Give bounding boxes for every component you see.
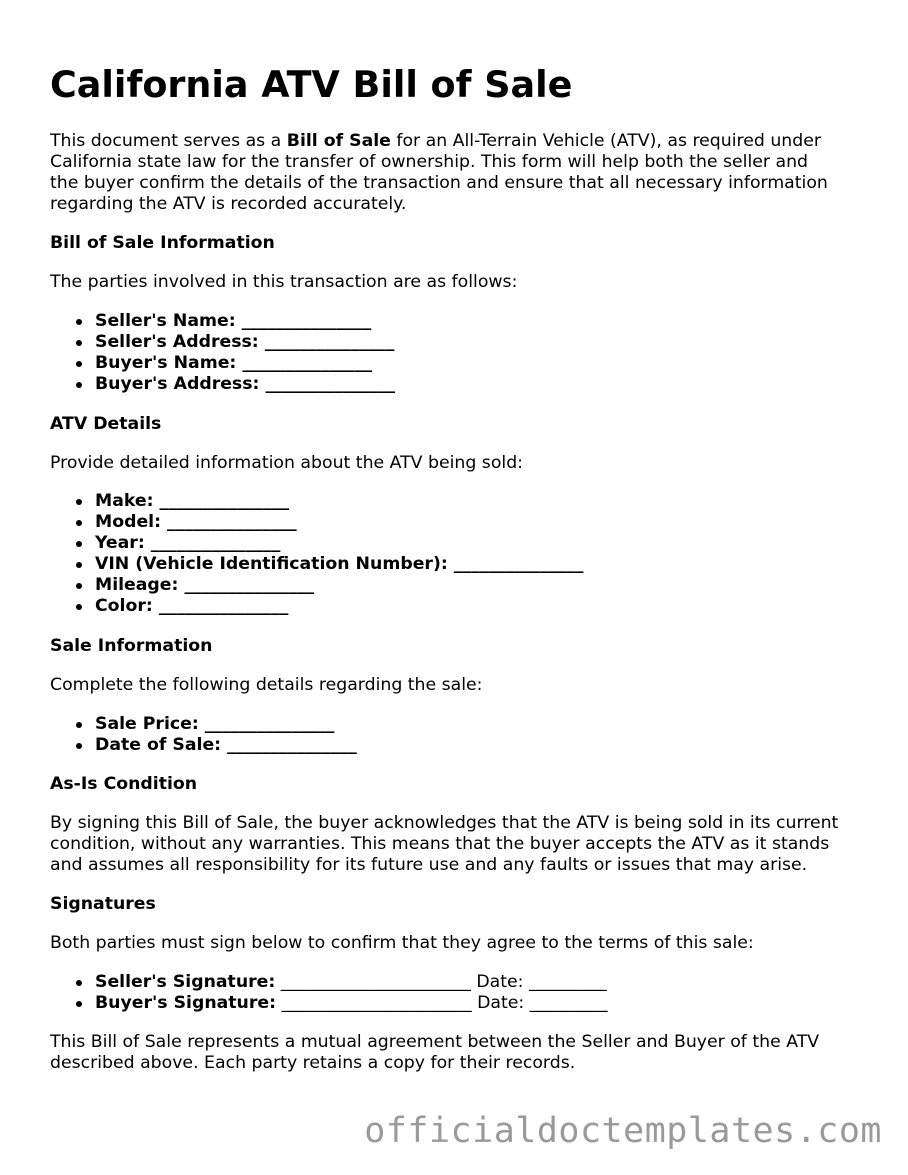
field-label: Sale Price:: [95, 714, 199, 734]
sale-info-list: [50, 714, 357, 756]
list-item: [50, 512, 583, 533]
intro-paragraph: [50, 131, 828, 215]
intro-line-2: California state law for the transfer of ownership. This form will help both the seller and: [50, 152, 809, 172]
atv-details-list: [50, 491, 583, 617]
field-label: Year:: [95, 533, 145, 553]
field-blank: _______________: [259, 374, 396, 394]
field-blank: _______________: [236, 353, 372, 373]
signatures-text: Both parties must sign below to confirm that they agree to the terms of this sale:: [50, 933, 754, 953]
field-label: Model:: [95, 512, 161, 532]
closing-paragraph: [50, 1032, 819, 1074]
field-blank: _______________: [198, 714, 335, 734]
field-blank: _______________: [221, 735, 357, 755]
closing-line-2: described above. Each party retains a copy for their records.: [50, 1053, 576, 1073]
sale-info-heading: Sale Information: [50, 636, 213, 656]
watermark: officialdoctemplates.com: [364, 1111, 882, 1151]
field-label: Buyer's Name:: [95, 353, 237, 373]
field-blank: ______________________ Date: _________: [275, 972, 607, 992]
intro-line-1-rest: for an All-Terrain Vehicle (ATV), as required under: [390, 131, 821, 151]
field-blank: _______________: [235, 311, 372, 331]
intro-line-4: regarding the ATV is recorded accurately.: [50, 194, 407, 214]
bill-info-heading: Bill of Sale Information: [50, 233, 275, 253]
field-label: Buyer's Signature:: [95, 993, 276, 1013]
field-blank: _______________: [144, 533, 281, 553]
intro-strong: Bill of Sale: [286, 131, 391, 151]
list-item: [50, 714, 357, 735]
field-label: Make:: [95, 491, 154, 511]
signatures-list: [50, 972, 607, 1014]
list-item: [50, 353, 395, 374]
document-title: California ATV Bill of Sale: [50, 63, 573, 106]
field-label: Mileage:: [95, 575, 179, 595]
atv-details-heading: ATV Details: [50, 414, 162, 434]
list-item: [50, 575, 583, 596]
as-is-heading: As-Is Condition: [50, 774, 198, 794]
list-item: [50, 554, 583, 575]
field-blank: _______________: [152, 596, 289, 616]
field-label: Buyer's Address:: [95, 374, 260, 394]
field-label: Seller's Address:: [95, 332, 259, 352]
bill-info-list: [50, 311, 395, 395]
bill-info-text: The parties involved in this transaction are as follows:: [50, 272, 518, 292]
field-blank: _______________: [258, 332, 395, 352]
field-label: Date of Sale:: [95, 735, 222, 755]
closing-line-1: This Bill of Sale represents a mutual agreement between the Seller and Buyer of the ATV: [50, 1032, 820, 1052]
as-is-line-2: condition, without any warranties. This means that the buyer accepts the ATV as it stands: [50, 834, 830, 854]
field-blank: _______________: [178, 575, 315, 595]
signatures-heading: Signatures: [50, 894, 156, 914]
intro-line-1: [50, 131, 828, 152]
list-item: [50, 993, 607, 1014]
list-item: [50, 374, 395, 395]
list-item: [50, 972, 607, 993]
list-item: [50, 533, 583, 554]
sale-info-text: Complete the following details regarding the sale:: [50, 675, 483, 695]
field-blank: _______________: [447, 554, 584, 574]
as-is-line-3: and assumes all responsibility for its future use and any faults or issues that may arise.: [50, 855, 808, 875]
as-is-line-1: By signing this Bill of Sale, the buyer acknowledges that the ATV is being sold in its current: [50, 813, 839, 833]
list-item: [50, 735, 357, 756]
list-item: [50, 491, 583, 512]
field-blank: _______________: [161, 512, 297, 532]
intro-lead: This document serves as a: [50, 131, 287, 151]
list-item: [50, 332, 395, 353]
field-blank: _______________: [153, 491, 290, 511]
field-label: Seller's Name:: [95, 311, 236, 331]
as-is-paragraph: [50, 813, 838, 876]
atv-details-text: Provide detailed information about the ATV being sold:: [50, 453, 523, 473]
field-label: Seller's Signature:: [95, 972, 276, 992]
field-blank: ______________________ Date: _________: [276, 993, 608, 1013]
field-label: VIN (Vehicle Identification Number):: [95, 554, 448, 574]
intro-line-3: the buyer confirm the details of the transaction and ensure that all necessary information: [50, 173, 828, 193]
list-item: [50, 596, 583, 617]
list-item: [50, 311, 395, 332]
field-label: Color:: [95, 596, 153, 616]
